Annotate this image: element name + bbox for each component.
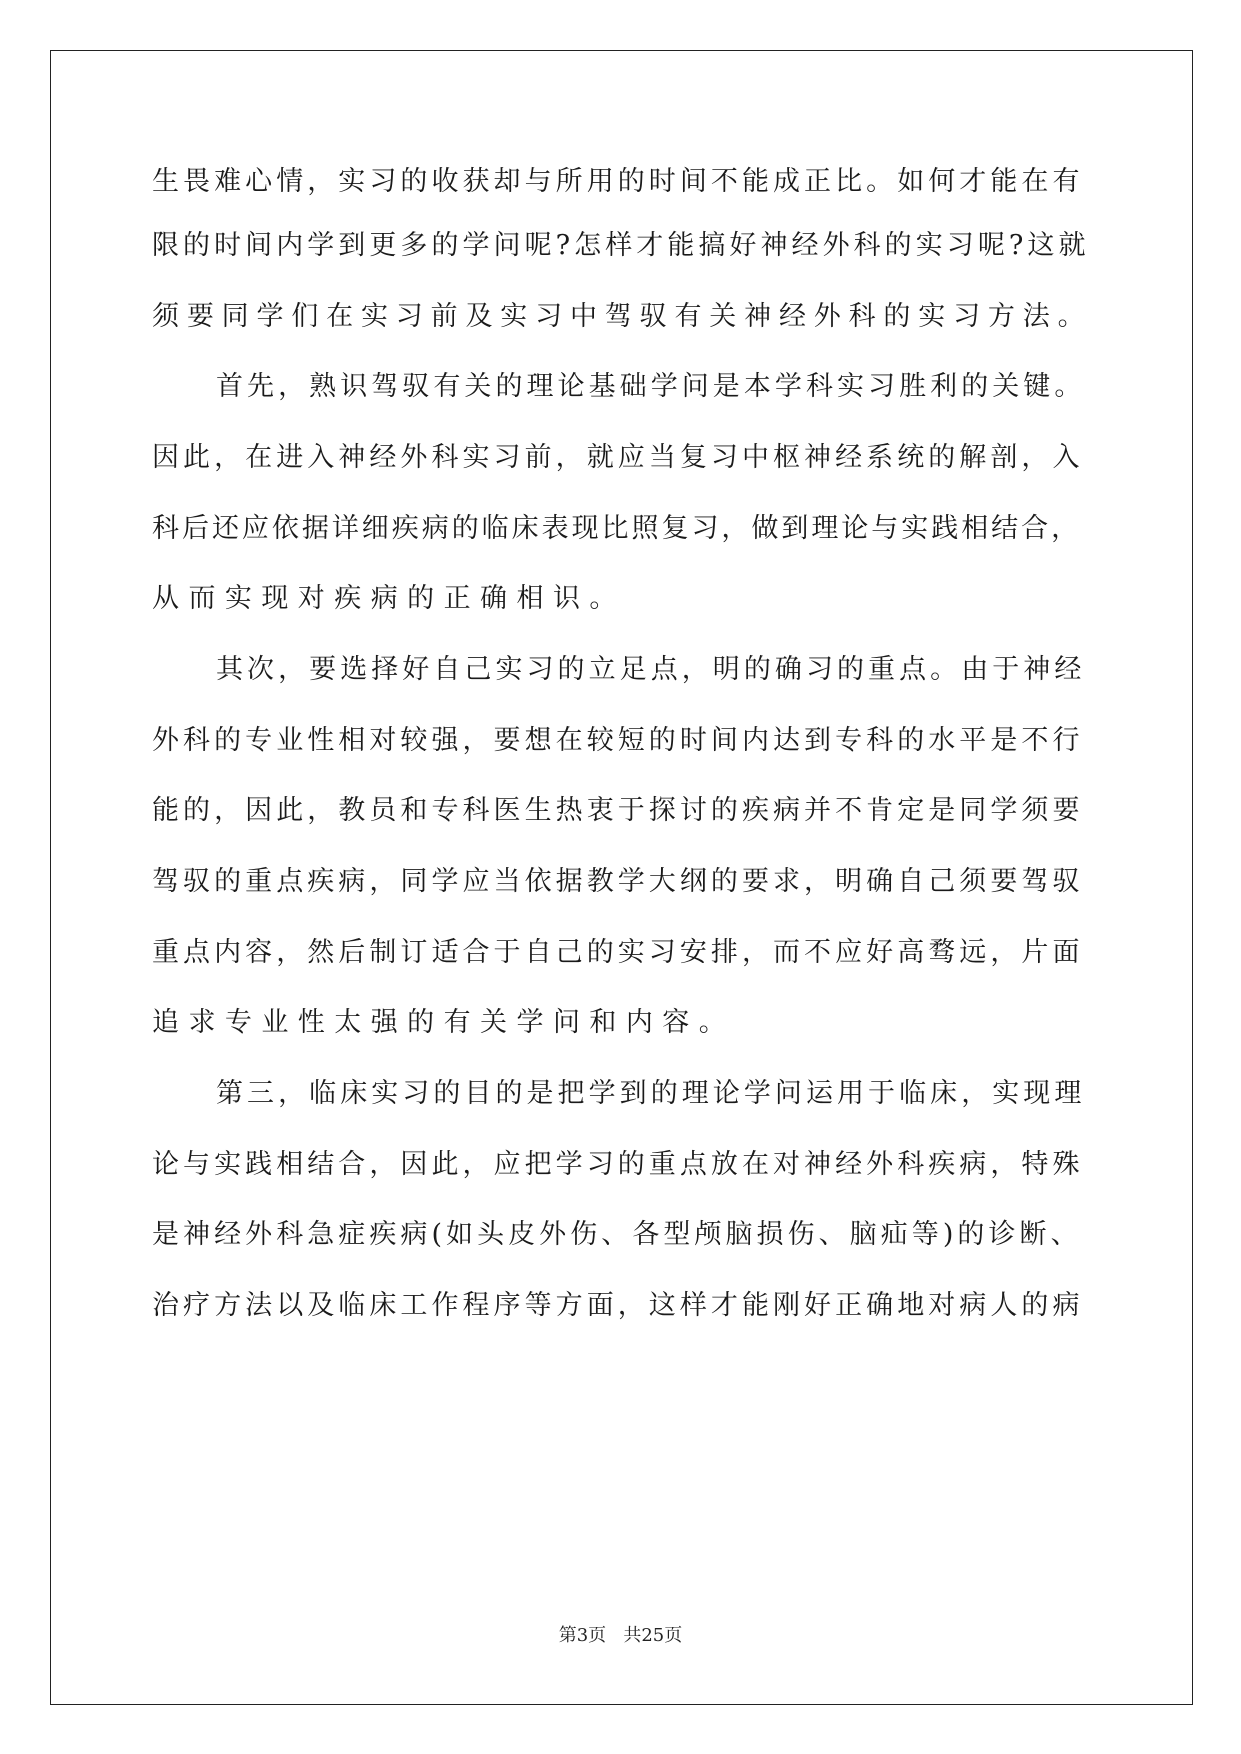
page-number-footer: 第3页 共25页: [558, 1625, 683, 1646]
paragraph-first-line: 第三，临床实习的目的是把学到的理论学问运用于临床，实现理: [216, 1078, 1086, 1109]
paragraph-line: 重点内容，然后制订适合于自己的实习安排，而不应好高骛远，片面: [152, 937, 1084, 968]
paragraph-line: 论与实践相结合，因此，应把学习的重点放在对神经外科疾病，特殊: [152, 1149, 1084, 1180]
paragraph-line: 科后还应依据详细疾病的临床表现比照复习，做到理论与实践相结合，: [152, 513, 1082, 544]
paragraph-first-line: 首先，熟识驾驭有关的理论基础学问是本学科实习胜利的关键。: [216, 371, 1086, 402]
paragraph-first-line: 其次，要选择好自己实习的立足点，明的确习的重点。由于神经: [216, 654, 1086, 685]
paragraph-line: 须要同学们在实习前及实习中驾驭有关神经外科的实习方法。: [152, 301, 1093, 332]
paragraph-line: 生畏难心情，实习的收获却与所用的时间不能成正比。如何才能在有: [152, 166, 1084, 197]
paragraph-line: 驾驭的重点疾病，同学应当依据教学大纲的要求，明确自己须要驾驭: [152, 866, 1084, 897]
paragraph-line: 从而实现对疾病的正确相识。: [152, 583, 626, 614]
paragraph-line: 因此，在进入神经外科实习前，就应当复习中枢神经系统的解剖，入: [152, 442, 1084, 473]
paragraph-line: 治疗方法以及临床工作程序等方面，这样才能刚好正确地对病人的病: [152, 1290, 1084, 1321]
paragraph-line: 外科的专业性相对较强，要想在较短的时间内达到专科的水平是不行: [152, 725, 1084, 756]
paragraph-line: 能的，因此，教员和专科医生热衷于探讨的疾病并不肯定是同学须要: [152, 795, 1084, 826]
paragraph-line: 限的时间内学到更多的学问呢?怎样才能搞好神经外科的实习呢?这就: [152, 230, 1090, 261]
paragraph-line: 追求专业性太强的有关学问和内容。: [152, 1007, 736, 1038]
paragraph-line: 是神经外科急症疾病(如头皮外伤、各型颅脑损伤、脑疝等)的诊断、: [152, 1219, 1082, 1250]
